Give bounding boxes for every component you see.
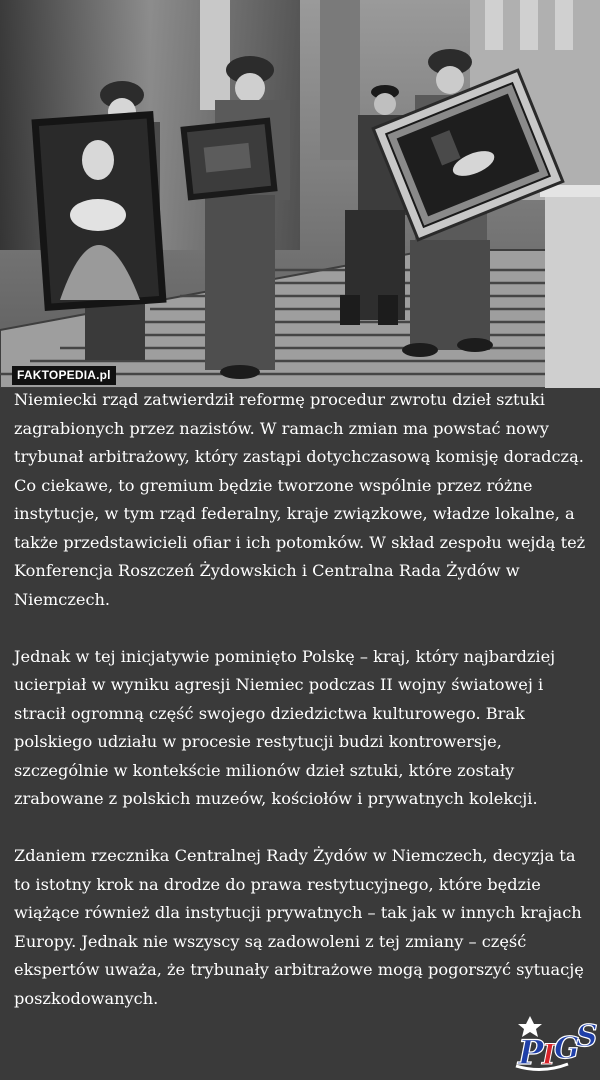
article-paragraph-1: Niemiecki rząd zatwierdził reformę procedur zwrotu dzieł sztuki zagrabionych przez nazistów. W ramach zmian ma powstać nowy trybunał arbitrażowy, który zastąpi dotychczasową komisję doradczą. Co ciekawe, to gremium będzie tworzone wspólnie przez różne instytucje, w tym rząd federalny, kraje związkowe, władze lokalne, a także przedstawicieli ofiar i ich potomków. W skład zespołu wejdą też Konferencja Roszczeń Żydowskich i Centralna Rada Żydów w Niemczech. (14, 390, 586, 609)
svg-text:S: S (576, 1019, 598, 1054)
faktopedia-watermark: FAKTOPEDIA.pl (12, 366, 116, 385)
article-paragraph-3: Zdaniem rzecznika Centralnej Rady Żydów w Niemczech, decyzja ta to istotny krok na drodze do prawa restytucyjnego, które będzie wiążące również dla instytucji prywatnych – tak jak w innych krajach Europy. Jednak nie wszyscy są zadowoleni z tej zmiany – część ekspertów uważa, że trybunały arbitrażowe mogą pogorszyć sytuację poszkodowanych. (14, 846, 584, 1008)
soldiers-carrying-paintings-photo (0, 0, 600, 388)
header-photo (0, 0, 600, 388)
pigs-logo-icon (512, 1008, 598, 1076)
article-paragraph-2: Jednak w tej inicjatywie pominięto Polskę – kraj, który najbardziej ucierpiał w wyniku agresji Niemiec podczas II wojny światowej i stracił ogromną część swojego dziedzictwa kulturowego. Brak polskiego udziału w procesie restytucji budzi kontrowersje, szczególnie w kontekście milionów dzieł sztuki, które zostały zrabowane z polskich muzeów, kościołów i prywatnych kolekcji. (14, 646, 556, 808)
svg-text:G: G (554, 1031, 580, 1066)
article-text (14, 386, 592, 1013)
pigs-logo (512, 1008, 598, 1076)
svg-text:P: P (518, 1033, 544, 1073)
svg-text:I: I (542, 1038, 556, 1071)
